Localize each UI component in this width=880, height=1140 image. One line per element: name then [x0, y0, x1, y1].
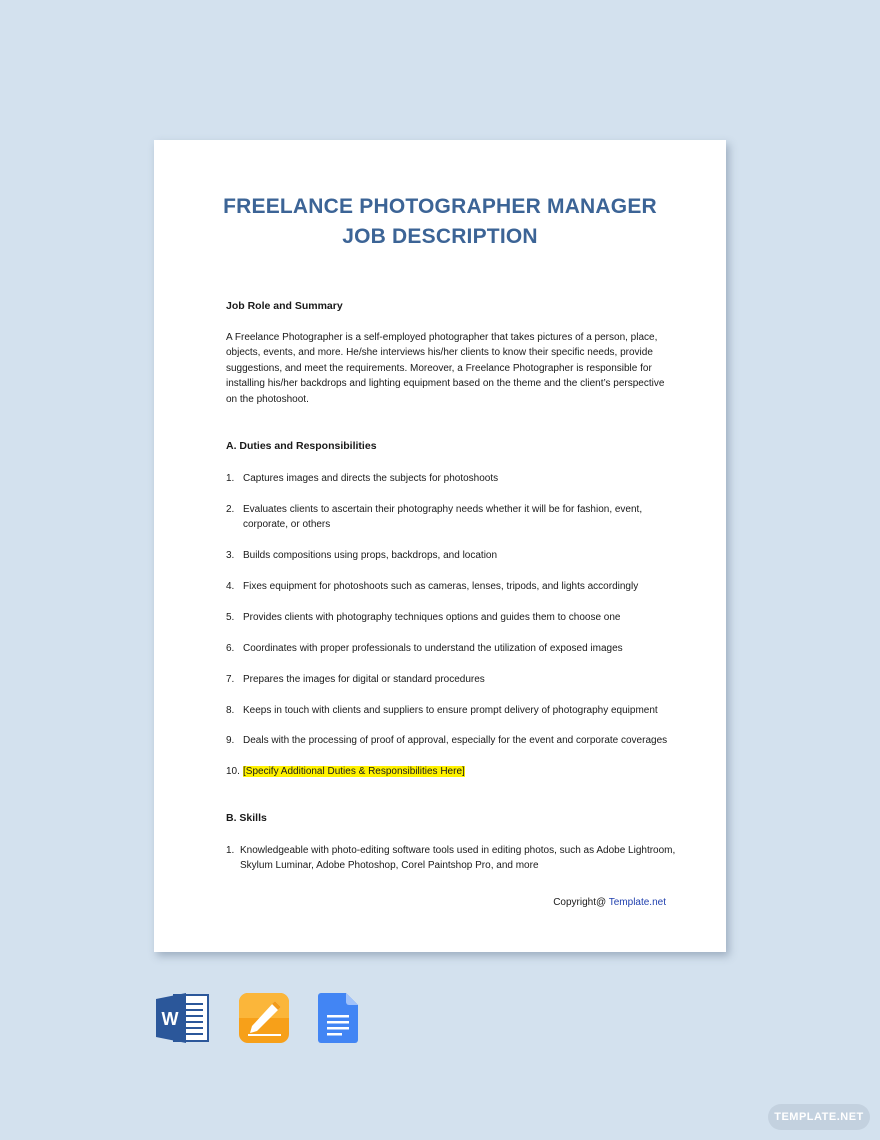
document-title	[154, 192, 726, 252]
title-line-1: FREELANCE PHOTOGRAPHER MANAGER	[223, 195, 657, 218]
list-number: 10.	[226, 766, 240, 777]
summary-paragraph: A Freelance Photographer is a self-employed photographer that takes pictures of a person, place, objects, events, and more. He/she interviews his/her clients to know their specific needs, provide suggestions, and meet the requirements. Moreover, a Freelance Photographer is responsible for installing his/her backdrops and lighting equipment based on the theme and the client’s perspective on the photoshoot.	[226, 332, 665, 405]
list-number: 1.	[226, 845, 235, 856]
duty-item-1	[226, 471, 678, 486]
svg-text:W: W	[161, 1009, 179, 1029]
microsoft-word-icon[interactable]	[156, 993, 210, 1048]
duty-item-8	[226, 703, 678, 718]
list-number: 1.	[226, 473, 235, 484]
duties-heading: A. Duties and Responsibilities	[226, 440, 377, 452]
list-text: Keeps in touch with clients and suppliers to ensure prompt delivery of photography equipment	[243, 705, 658, 716]
list-number: 6.	[226, 643, 235, 654]
template-net-badge[interactable]: TEMPLATE.NET	[768, 1104, 870, 1130]
document-page	[154, 140, 726, 952]
duty-item-7	[226, 672, 678, 687]
title-line-2: JOB DESCRIPTION	[342, 225, 538, 248]
list-text: Knowledgeable with photo-editing software tools used in editing photos, such as Adobe Lightroom, Skylum Luminar, Adobe Photoshop, Corel Paintshop Pro, and more	[240, 845, 676, 872]
skill-item-1	[226, 843, 678, 874]
summary-heading: Job Role and Summary	[226, 300, 343, 312]
list-number: 7.	[226, 674, 235, 685]
copyright-label: Copyright@	[553, 897, 609, 908]
duty-item-6	[226, 641, 678, 656]
list-number: 8.	[226, 705, 235, 716]
list-number: 9.	[226, 735, 235, 746]
list-text: Coordinates with proper professionals to understand the utilization of exposed images	[243, 643, 623, 654]
duty-item-3	[226, 548, 678, 563]
skills-heading: B. Skills	[226, 812, 267, 824]
list-text: Deals with the processing of proof of approval, especially for the event and corporate coverages	[243, 735, 668, 746]
list-number: 4.	[226, 581, 235, 592]
placeholder-highlight: [Specify Additional Duties & Responsibilities Here]	[243, 766, 465, 777]
template-net-link[interactable]: Template.net	[608, 897, 666, 908]
duty-item-10	[226, 764, 678, 779]
duty-item-4	[226, 579, 678, 594]
list-text: Fixes equipment for photoshoots such as cameras, lenses, tripods, and lights accordingly	[243, 581, 639, 592]
list-number: 3.	[226, 550, 235, 561]
list-number: 2.	[226, 504, 235, 515]
google-docs-icon[interactable]	[318, 993, 360, 1050]
list-text: Provides clients with photography techniques options and guides them to choose one	[243, 612, 621, 623]
list-text: Prepares the images for digital or standard procedures	[243, 674, 485, 685]
duty-item-2	[226, 502, 678, 533]
list-text: Captures images and directs the subjects for photoshoots	[243, 473, 499, 484]
duty-item-9	[226, 733, 678, 748]
duty-item-5	[226, 610, 678, 625]
list-text: Builds compositions using props, backdrops, and location	[243, 550, 498, 561]
apple-pages-icon[interactable]	[239, 993, 291, 1050]
copyright-line	[553, 897, 666, 908]
list-number: 5.	[226, 612, 235, 623]
list-text: Evaluates clients to ascertain their photography needs whether it will be for fashion, event, corporate, or others	[243, 504, 643, 531]
